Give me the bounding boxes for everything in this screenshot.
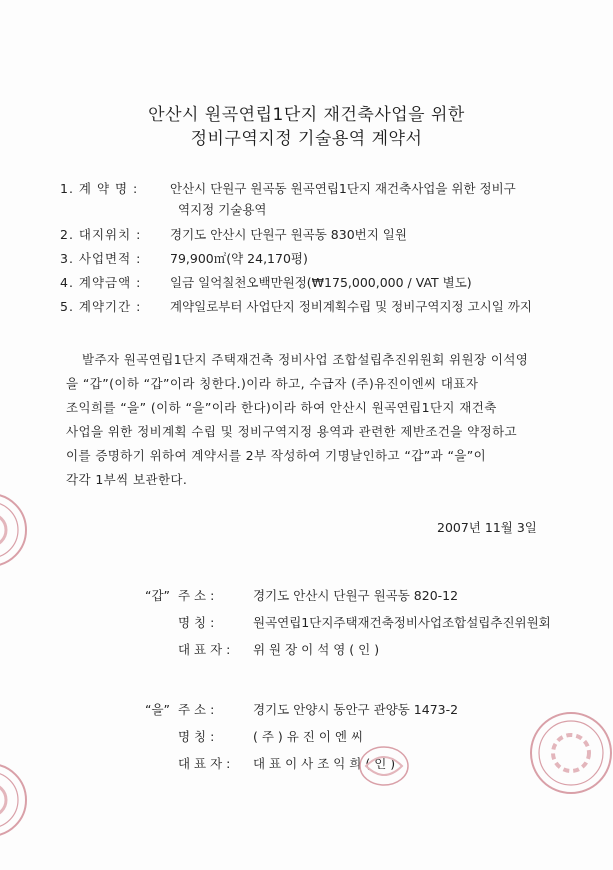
party-gap-tag: “갑” xyxy=(145,588,171,603)
paragraph-line: 사업을 위한 정비계획 수립 및 정비구역지정 용역과 관련한 제반조건을 약정하고 xyxy=(66,424,518,439)
item-label: 2. 대지위치 : xyxy=(60,227,142,242)
paragraph-line: 각각 1부씩 보관한다. xyxy=(66,472,188,487)
item-project-area xyxy=(60,249,308,267)
party-gap-name-label: 명 칭 : xyxy=(178,615,215,630)
item-value: 79,900㎡(약 24,170평) xyxy=(170,251,308,266)
party-gap-rep: 위 원 장 이 석 영 ( 인 ) xyxy=(253,642,380,657)
item-value: 계약일로부터 사업단지 정비계획수립 및 정비구역지정 고시일 까지 xyxy=(170,299,532,314)
party-gap-name: 원곡연립1단지주택재건축정비사업조합설립추진위원회 xyxy=(253,615,551,630)
item-site-location xyxy=(60,225,407,243)
party-eul-name: ( 주 ) 유 진 이 엔 씨 xyxy=(253,729,364,744)
item-contract-name-cont: 역지정 기술용역 xyxy=(178,202,267,217)
item-value: 경기도 안산시 단원구 원곡동 830번지 일원 xyxy=(170,227,407,242)
party-eul-address: 경기도 안양시 동안구 관양동 1473-2 xyxy=(253,702,459,717)
item-contract-amount xyxy=(60,273,472,291)
document-title-line1: 안산시 원곡연립1단지 재건축사업을 위한 xyxy=(148,105,465,125)
party-eul-address-label: 주 소 : xyxy=(178,702,215,717)
item-label: 4. 계약금액 : xyxy=(60,275,142,290)
party-eul-name-label: 명 칭 : xyxy=(178,729,215,744)
item-label: 1. 계 약 명 : xyxy=(60,181,139,196)
party-eul-rep: 대 표 이 사 조 익 희 ( 인 ) xyxy=(253,756,396,771)
item-contract-name xyxy=(60,179,516,197)
paragraph-line: 을 “갑”(이하 “갑”이라 칭한다.)이라 하고, 수급자 (주)유진이엔씨 대표자 xyxy=(66,376,479,391)
company-seal-right xyxy=(523,708,613,798)
left-edge-seal-upper xyxy=(0,490,30,570)
left-edge-seal-lower xyxy=(0,760,30,840)
document-title-line2: 정비구역지정 기술용역 계약서 xyxy=(190,129,423,149)
party-gap-address-label: 주 소 : xyxy=(178,588,215,603)
party-eul-tag: “을” xyxy=(145,702,171,717)
party-gap-address: 경기도 안산시 단원구 원곡동 820-12 xyxy=(253,588,459,603)
contract-date: 2007년 11월 3일 xyxy=(437,520,537,535)
item-label: 3. 사업면적 : xyxy=(60,251,142,266)
representative-seal xyxy=(352,740,412,790)
paragraph-line: 이를 증명하기 위하여 계약서를 2부 작성하여 기명날인하고 “갑”과 “을”이 xyxy=(66,448,487,463)
paragraph-line: 조익희를 “을” (이하 “을”이라 한다)이라 하여 안산시 원곡연립1단지 재건축 xyxy=(66,400,497,415)
item-label: 5. 계약기간 : xyxy=(60,299,142,314)
item-value: 안산시 단원구 원곡동 원곡연립1단지 재건축사업을 위한 정비구 xyxy=(170,181,516,196)
item-contract-period xyxy=(60,297,532,315)
paragraph-line: 발주자 원곡연립1단지 주택재건축 정비사업 조합설립추진위원회 위원장 이석영 xyxy=(82,352,529,367)
party-gap-rep-label: 대 표 자 : xyxy=(178,642,231,657)
party-eul-rep-label: 대 표 자 : xyxy=(178,756,231,771)
item-value: 일금 일억칠천오백만원정(₩175,000,000 / VAT 별도) xyxy=(170,275,472,290)
